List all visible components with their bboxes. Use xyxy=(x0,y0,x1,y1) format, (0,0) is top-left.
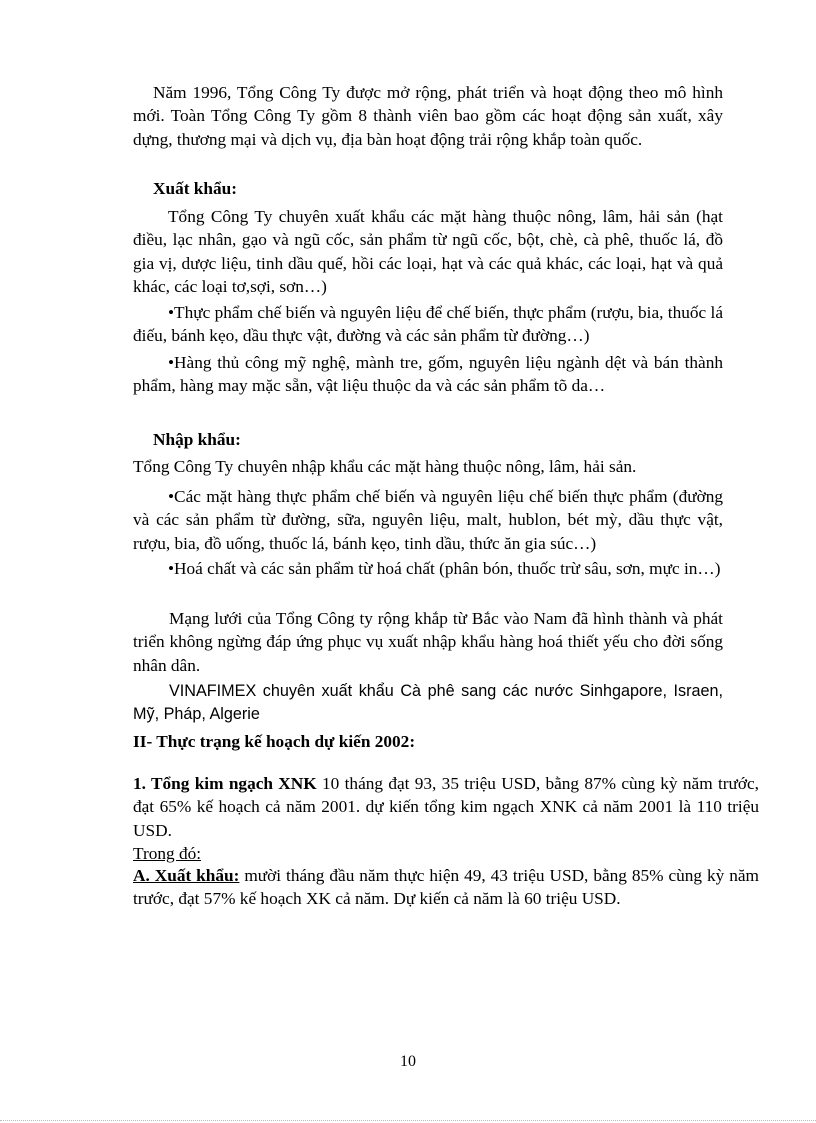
import-heading: Nhập khẩu: xyxy=(153,430,241,449)
item-1-text: 10 tháng đạt 93, 35 triệu USD, bằng 87% cùng kỳ năm trước, đạt 65% kế hoạch cả năm 2001. dự kiến tổng kim ngạch XNK cả năm 2001 là 110 triệu USD. xyxy=(133,774,759,840)
section-2-heading: II- Thực trạng kế hoạch dự kiến 2002: xyxy=(133,732,416,751)
export-bullet-2: •Hàng thủ công mỹ nghệ, mành tre, gốm, nguyên liệu ngành dệt và bán thành phẩm, hàng may mặc sẵn, vật liệu thuộc da và các sản phẩm tõ da… xyxy=(133,353,723,396)
paragraph-intro: Năm 1996, Tổng Công Ty được mở rộng, phát triển và hoạt động theo mô hình mới. Toàn Tổng Công Ty gồm 8 thành viên bao gồm các hoạt động sản xuất, xây dựng, thương mại và dịch vụ, địa bàn hoạt động trải rộng khắp toàn quốc. xyxy=(133,83,723,149)
page-number: 10 xyxy=(400,1053,416,1070)
item-a-paragraph xyxy=(133,864,759,911)
page-bottom-divider xyxy=(0,1120,816,1121)
import-intro: Tổng Công Ty chuyên nhập khẩu các mặt hàng thuộc nông, lâm, hải sản. xyxy=(133,457,637,476)
import-bullet-2: •Hoá chất và các sản phẩm từ hoá chất (phân bón, thuốc trừ sâu, sơn, mực in…) xyxy=(168,559,721,578)
network-paragraph: Mạng lưới của Tổng Công ty rộng khắp từ Bắc vào Nam đã hình thành và phát triển không ngừng đáp ứng phục vụ xuất nhập khẩu hàng hoá thiết yếu cho đời sống nhân dân. xyxy=(133,609,723,675)
export-intro: Tổng Công Ty chuyên xuất khẩu các mặt hàng thuộc nông, lâm, hải sản (hạt điều, lạc nhân, gạo và ngũ cốc, sản phẩm từ ngũ cốc, bột, chè, cà phê, thuốc lá, đồ gia vị, dược liệu, tinh dầu quế, hồi các loại, hạt và các quả khác, các loại, hạt và quả khác, các loại tơ,sợi, sơn…) xyxy=(133,207,723,296)
item-1-label: 1. Tổng kim ngạch XNK xyxy=(133,774,317,793)
import-bullet-1: •Các mặt hàng thực phẩm chế biến và nguyên liệu chế biến thực phẩm (đường và các sản phẩm từ đường, sữa, nguyên liệu, malt, hublon, bét mỳ, dầu thực vật, rượu, bia, đồ uống, thuốc lá, bánh kẹo, tinh dầu, thức ăn gia súc…) xyxy=(133,487,723,553)
item-a-text: mười tháng đầu năm thực hiện 49, 43 triệu USD, bằng 85% cùng kỳ năm trước, đạt 57% kế hoạch XK cả năm. Dự kiến cả năm là 60 triệu USD. xyxy=(133,866,759,909)
export-heading: Xuất khẩu: xyxy=(153,179,238,198)
item-1-paragraph xyxy=(133,772,759,842)
export-bullet-1: •Thực phẩm chế biến và nguyên liệu để chế biến, thực phẩm (rượu, bia, thuốc lá điếu, bánh kẹo, dầu thực vật, đường và các sản phẩm từ đường…) xyxy=(133,303,723,346)
vinafimex-paragraph: VINAFIMEX chuyên xuất khẩu Cà phê sang các nước Sinhgapore, Israen, Mỹ, Pháp, Algerie xyxy=(133,682,723,724)
trong-do-label: Trong đó: xyxy=(133,844,202,863)
item-a-label: A. Xuất khẩu: xyxy=(133,866,240,885)
